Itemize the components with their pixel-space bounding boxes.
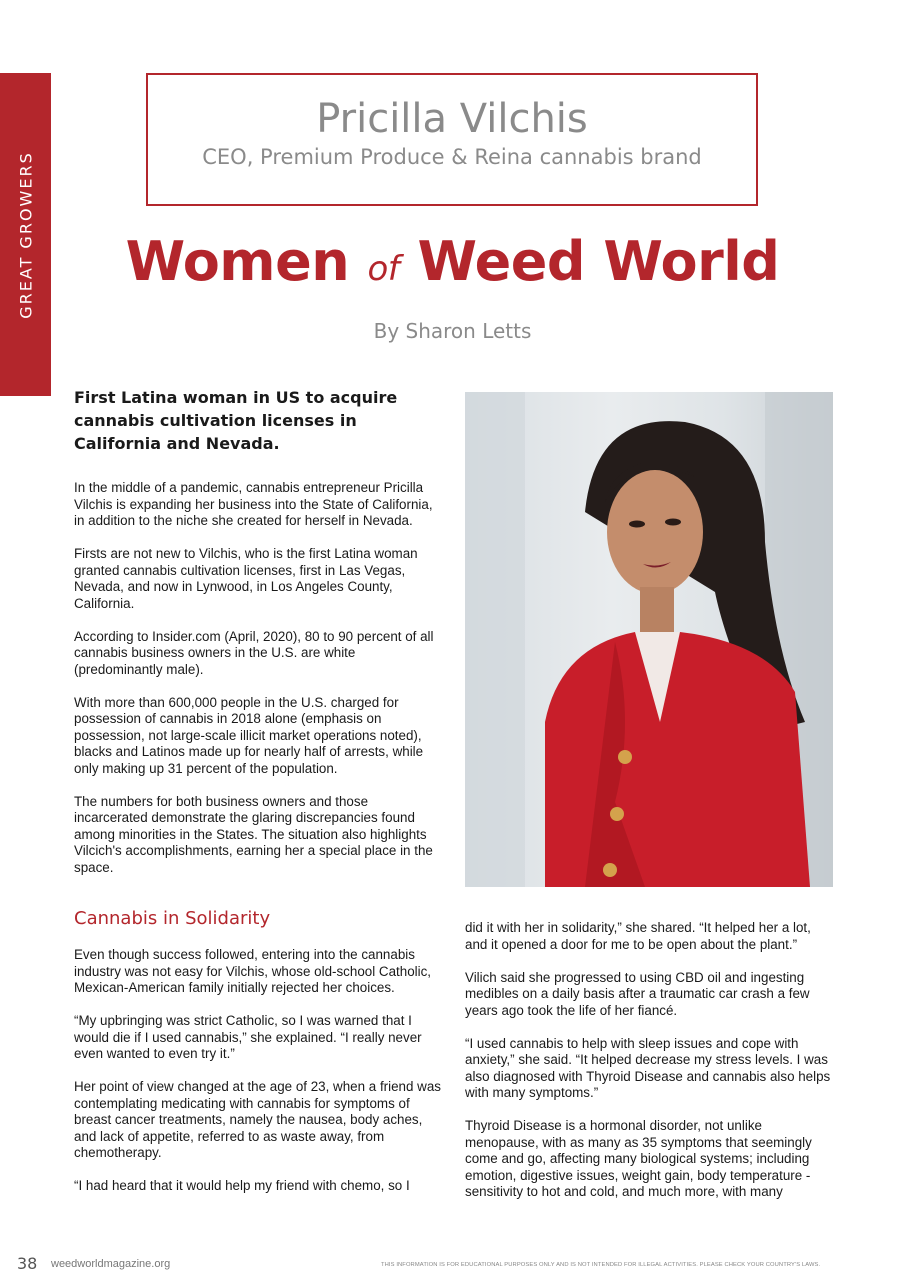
page-number: 38 <box>17 1254 38 1273</box>
paragraph: “I had heard that it would help my friend with chemo, so I <box>74 1178 410 1193</box>
profile-name: Pricilla Vilchis <box>316 96 588 142</box>
byline: By Sharon Letts <box>373 319 532 343</box>
paragraph: In the middle of a pandemic, cannabis entrepreneur Pricilla Vilchis is expanding her business into the State of California, in addition to the niche she created for herself in Nevada. <box>74 480 433 528</box>
portrait-photo <box>465 392 833 887</box>
page-title <box>0 230 905 293</box>
section-tab-label: GREAT GROWERS <box>16 150 35 319</box>
article-column-right <box>465 920 835 1217</box>
footer-site-link[interactable]: weedworldmagazine.org <box>51 1258 171 1270</box>
headline-part3: Weed World <box>417 230 780 293</box>
paragraph: Firsts are not new to Vilchis, who is the first Latina woman granted cannabis cultivation licenses, first in Las Vegas, Nevada, and now in Lynwood, in Los Angeles County, California. <box>74 546 418 611</box>
article-column-left-top <box>74 480 444 893</box>
paragraph: Even though success followed, entering into the cannabis industry was not easy for Vilchis, whose old-school Catholic, Mexican-American family initially rejected her choices. <box>74 947 432 995</box>
headline-part1: Women <box>125 230 350 293</box>
paragraph: According to Insider.com (April, 2020), 80 to 90 percent of all cannabis business owners in the U.S. are white (predominantly male). <box>74 628 434 677</box>
paragraph: Thyroid Disease is a hormonal disorder, not unlike menopause, with as many as 35 symptoms that seemingly come and go, affecting many biological systems; including emotion, digestive issues, weight gain, body temperature - sensitivity to hot and cold, and much more, with many <box>465 1118 812 1199</box>
paragraph: Vilich said she progressed to using CBD oil and ingesting medibles on a daily basis after a traumatic car crash a few years ago took the life of her fiancé. <box>465 969 810 1018</box>
paragraph: “My upbringing was strict Catholic, so I was warned that I would die if I used cannabis,” she explained. “I really never even wanted to even try it.” <box>74 1013 422 1061</box>
paragraph: The numbers for both business owners and those incarcerated demonstrate the glaring discrepancies found among minorities in the States. The situation also highlights Vilcich's accomplishments, earning her a special place in the space. <box>74 793 433 875</box>
headline-part2: of <box>367 249 400 289</box>
paragraph: did it with her in solidarity,” she shared. “It helped her a lot, and it opened a door for me to be open about the plant.” <box>465 920 811 952</box>
subhead: Cannabis in Solidarity <box>74 908 271 929</box>
profile-role: CEO, Premium Produce & Reina cannabis brand <box>202 145 702 169</box>
lede: First Latina woman in US to acquire cannabis cultivation licenses in California and Nevada. <box>74 388 398 453</box>
footer-disclaimer: THIS INFORMATION IS FOR EDUCATIONAL PURPOSES ONLY AND IS NOT INTENDED FOR ILLEGAL ACTIVITIES. PLEASE CHECK YOUR COUNTRY'S LAWS. <box>381 1262 821 1268</box>
profile-box <box>146 73 758 206</box>
paragraph: Her point of view changed at the age of 23, when a friend was contemplating medicating with cannabis for symptoms of breast cancer treatments, namely the nausea, body aches, and lack of appetite, referred to as waste away, from chemotherapy. <box>74 1079 441 1160</box>
paragraph: With more than 600,000 people in the U.S. charged for possession of cannabis in 2018 alone (emphasis on possession, not large-scale illicit market operations noted), blacks and Latinos made up for nearly half of arrests, while only making up 31 percent of the population. <box>74 694 424 776</box>
paragraph: “I used cannabis to help with sleep issues and cope with anxiety,” she said. “It helped decrease my stress levels. I was also diagnosed with Thyroid Disease and cannabis also helps with many symptoms.” <box>465 1035 831 1100</box>
portrait-illustration <box>465 392 833 887</box>
article-column-left-bottom <box>74 947 442 1211</box>
